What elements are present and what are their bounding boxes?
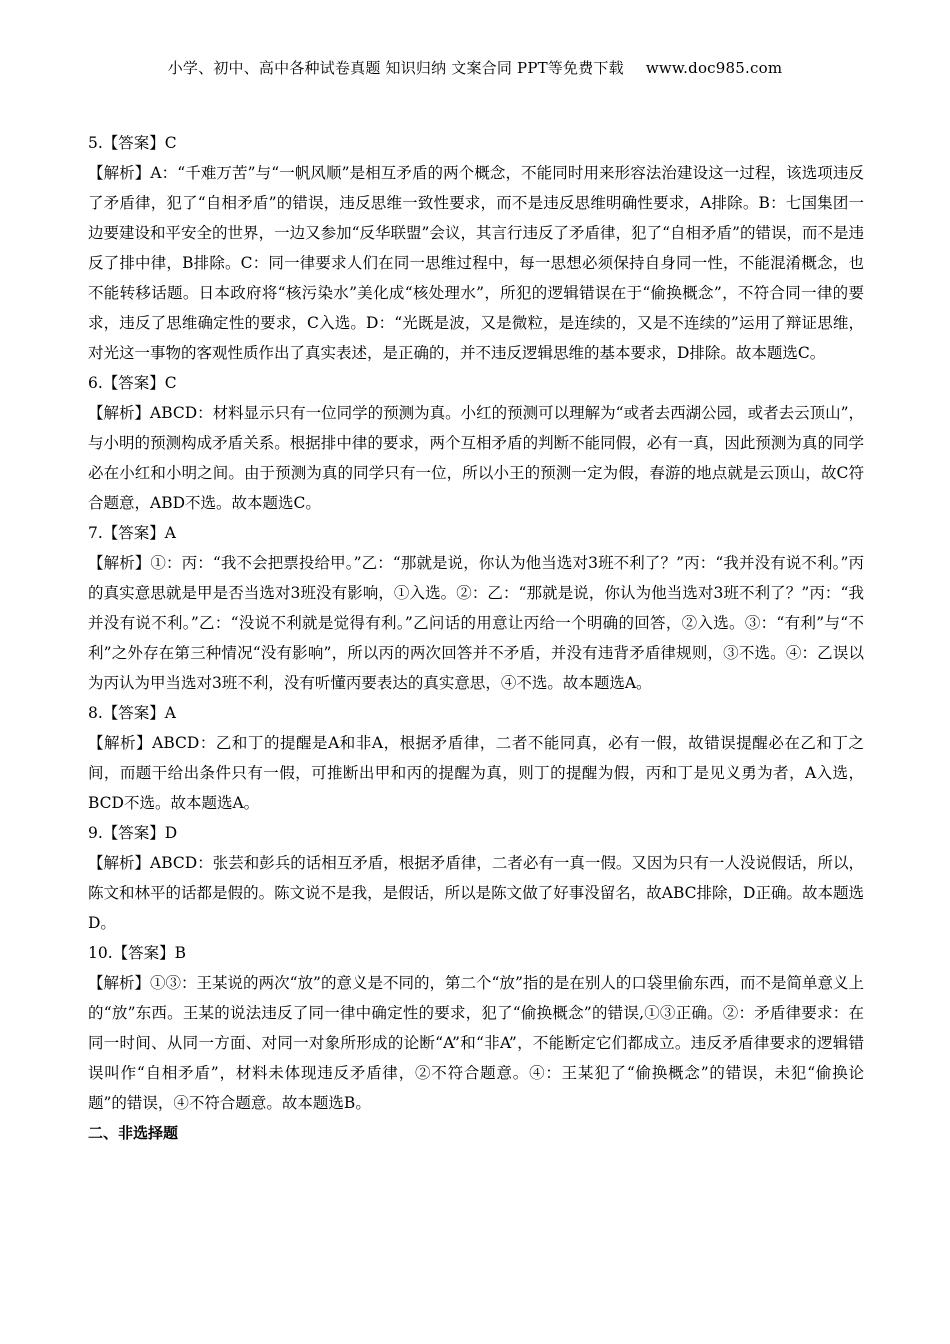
analysis-paragraph: 【解析】①③：王某说的两次“放”的意义是不同的，第二个“放”指的是在别人的口袋里偷东西，而不是简单意义上的“放”东西。王某的说法违反了同一律中确定性的要求，犯了“偷换概念”的错误,①③正确。②：矛盾律要求：在同一时间、从同一方面、对同一对象所形成的论断“A”和“非A”，不能断定它们都成立。违反矛盾律要求的逻辑错误叫作“自相矛盾”，材料未体现违反矛盾律，②不符合题意。④：王某犯了“偷换概念”的错误，未犯“偷换论题”的错误，④不符合题意。故本题选B。: [88, 974, 864, 1112]
analysis-paragraph: 【解析】①：丙：“我不会把票投给甲。”乙：“那就是说，你认为他当选对3班不利了？”丙：“我并没有说不利。”丙的真实意思就是甲是否当选对3班没有影响，①入选。②：乙：“那就是说，你认为他当选对3班不利了？”丙：“我并没有说不利。”乙：“没说不利就是觉得有利。”乙问话的用意让丙给一个明确的回答，②入选。③：“有利”与“不利”之外存在第三种情况“没有影响”，所以丙的两次回答并不矛盾，并没有违背矛盾律规则，③不选。④：乙误以为丙认为甲当选对3班不利，没有听懂丙要表达的真实意思，④不选。故本题选A。: [88, 554, 864, 692]
header-site-link[interactable]: www.doc985.com: [645, 59, 783, 77]
answer-line: 8.【答案】A: [88, 704, 176, 722]
answer-line: 7.【答案】A: [88, 524, 176, 542]
answer-content: [88, 128, 864, 1148]
analysis-paragraph: 【解析】A：“千难万苦”与“一帆风顺”是相互矛盾的两个概念，不能同时用来形容法治建设这一过程，该选项违反了矛盾律，犯了“自相矛盾”的错误，违反思维一致性要求，而不是违反思维明确性要求，A排除。B：七国集团一边要建设和平安全的世界，一边又参加“反华联盟”会议，其言行违反了矛盾律，犯了“自相矛盾”的错误，而不是违反了排中律，B排除。C：同一律要求人们在同一思维过程中，每一思想必须保持自身同一性，不能混淆概念，也不能转移话题。日本政府将“核污染水”美化成“核处理水”，所犯的逻辑错误在于“偷换概念”，不符合同一律的要求，违反了思维确定性的要求，C入选。D：“光既是波，又是微粒，是连续的，又是不连续的”运用了辩证思维，对光这一事物的客观性质作出了真实表述，是正确的，并不违反逻辑思维的基本要求，D排除。故本题选C。: [88, 164, 864, 362]
analysis-paragraph: 【解析】ABCD：张芸和彭兵的话相互矛盾，根据矛盾律，二者必有一真一假。又因为只有一人没说假话，所以，陈文和林平的话都是假的。陈文说不是我，是假话，所以是陈文做了好事没留名，故ABC排除，D正确。故本题选D。: [88, 854, 864, 932]
answer-line: 9.【答案】D: [88, 824, 178, 842]
analysis-paragraph: 【解析】ABCD：乙和丁的提醒是A和非A，根据矛盾律，二者不能同真，必有一假，故错误提醒必在乙和丁之间，而题干给出条件只有一假，可推断出甲和丙的提醒为真，则丁的提醒为假，丙和丁是见义勇为者，A入选，BCD不选。故本题选A。: [88, 734, 864, 812]
answer-line: 5.【答案】C: [88, 134, 177, 152]
answer-line: 10.【答案】B: [88, 944, 187, 962]
analysis-paragraph: 【解析】ABCD：材料显示只有一位同学的预测为真。小红的预测可以理解为“或者去西湖公园，或者去云顶山”，与小明的预测构成矛盾关系。根据排中律的要求，两个互相矛盾的判断不能同假，必有一真，因此预测为真的同学必在小红和小明之间。由于预测为真的同学只有一位，所以小王的预测一定为假，春游的地点就是云顶山，故C符合题意，ABD不选。故本题选C。: [88, 404, 865, 512]
section-title: 二、非选择题: [88, 1124, 179, 1142]
page-header: [0, 57, 950, 78]
answer-line: 6.【答案】C: [88, 374, 177, 392]
header-text: 小学、初中、高中各种试卷真题 知识归纳 文案合同 PPT等免费下载: [167, 59, 624, 77]
